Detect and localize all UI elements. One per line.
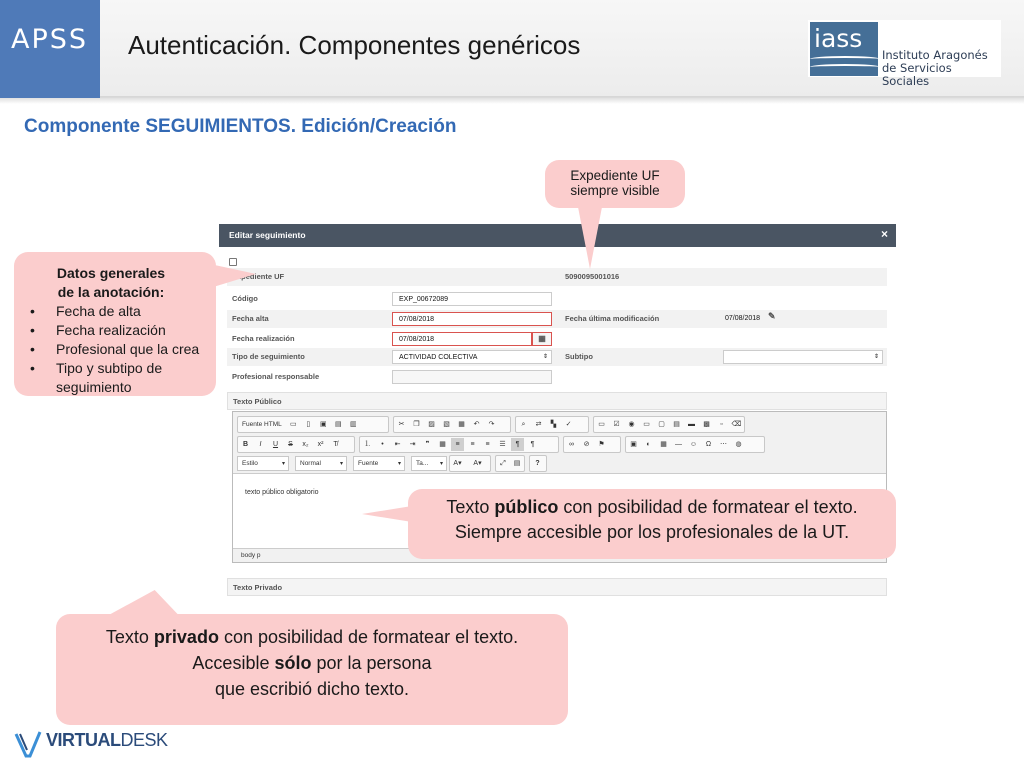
bold-icon[interactable]: B [242,441,249,448]
codigo-field[interactable]: EXP_00672089 [392,292,552,306]
callout-publico [408,489,896,559]
profesional-field[interactable] [392,370,552,384]
subscript-icon[interactable]: x₂ [302,441,309,448]
new-page-icon[interactable]: ▯ [306,421,311,428]
toolbar-group-basic [237,436,355,453]
flash-icon[interactable]: ◐ [646,441,651,448]
select-all-icon[interactable]: ▚ [550,421,557,428]
callout-privado-line2: Accesible sólo por la persona [192,653,432,673]
horizontal-rule-icon[interactable]: ― [675,441,682,448]
callout-expediente [545,160,685,208]
callout-privado-line3: que escribió dicho texto. [214,679,410,699]
align-center-icon[interactable]: ≡ [470,441,475,448]
editor-content[interactable]: texto público obligatorio [245,489,319,496]
form-icon[interactable]: ▭ [598,421,605,428]
callout-datos-title2: de la anotación: [57,284,165,300]
ltr-icon[interactable]: ¶ [511,438,524,451]
textfield-icon[interactable]: ▭ [643,421,650,428]
redo-icon[interactable]: ↷ [488,421,495,428]
iass-mark [810,22,878,76]
fecha-mod-value: 07/08/2018 [725,315,761,322]
iframe-icon[interactable]: ◍ [735,441,742,448]
clear-format-icon[interactable]: ⌫ [731,421,742,428]
callout-datos-tail [210,264,256,288]
callout-datos-item: • Fecha de alta [30,303,141,319]
numbered-list-icon[interactable]: ⒈ [364,441,371,448]
callout-expediente-line1: Expediente UF [570,168,660,183]
iass-logo-line1: Instituto Aragonés [882,48,988,62]
templates-icon[interactable]: ▥ [349,421,357,428]
unlink-icon[interactable]: ⊘ [583,441,590,448]
bg-color-icon[interactable]: A▾ [473,460,482,467]
toolbar-group-paragraph [359,436,559,453]
align-right-icon[interactable]: ≡ [485,441,490,448]
iass-logo-line2: de Servicios Sociales [882,61,952,88]
page-title: Autenticación. Componentes genéricos [128,30,581,60]
paste-text-icon[interactable]: ▧ [443,421,450,428]
size-combo[interactable] [411,456,447,471]
source-button[interactable]: Fuente HTML [242,421,282,428]
maximize-icon[interactable]: ⤢ [500,460,506,467]
help-icon[interactable]: ? [535,460,540,467]
callout-publico-line1: Texto público con posibilidad de formatear el texto. [446,497,858,517]
row-profesional [227,368,887,386]
editor-toolbar [233,412,886,474]
textarea-icon[interactable]: ▢ [658,421,665,428]
cut-icon[interactable]: ✂ [398,421,405,428]
toolbar-group-view [495,455,525,472]
paste-word-icon[interactable]: ▦ [458,421,465,428]
callout-publico-tail [362,506,412,522]
chevron-down-icon: ▾ [339,461,343,467]
fecha-mod-label: Fecha última modificación [565,314,660,323]
remove-format-icon[interactable]: T̸ [333,441,338,448]
toolbar-group-colors [449,455,491,472]
virtualdesk-mark-icon [14,730,42,758]
find-icon[interactable]: ⌕ [521,421,526,428]
link-icon[interactable]: ∞ [569,441,574,448]
fecha-alta-label: Fecha alta [232,314,269,323]
row-codigo [227,290,887,308]
blockquote-icon[interactable]: ❞ [425,441,430,448]
callout-datos-item-cont: seguimiento [56,379,132,395]
table-icon[interactable]: ▦ [660,441,667,448]
callout-datos-item: • Tipo y subtipo de [30,360,163,376]
style-combo[interactable] [237,456,289,471]
size-combo-value: Ta... [416,460,429,467]
page-break-icon[interactable]: ⋯ [720,441,727,448]
tipo-select-value: ACTIVIDAD COLECTIVA [399,354,478,361]
save-icon[interactable]: ▭ [289,421,297,428]
tipo-label: Tipo de seguimiento [232,352,305,361]
row-fecha-alta [227,310,887,328]
toolbar-group-find [515,416,589,433]
callout-datos [14,252,216,396]
callout-datos-item: • Profesional que la crea [30,341,200,357]
calendar-icon[interactable]: ▦ [532,332,552,346]
codigo-label: Código [232,294,258,303]
toolbar-group-document [237,416,389,433]
callout-datos-title1: Datos generales [56,265,166,281]
button-field-icon[interactable]: ▬ [688,421,695,428]
paste-icon[interactable]: ▨ [428,421,435,428]
radio-icon[interactable]: ◉ [628,421,635,428]
tipo-select[interactable] [392,350,552,364]
checkbox-icon[interactable]: ☑ [613,421,620,428]
expediente-label: Expediente UF [232,272,285,281]
hidden-field-icon[interactable]: ▫ [720,421,723,428]
print-icon[interactable]: ▤ [334,421,342,428]
smiley-icon[interactable]: ☺ [689,441,698,448]
toolbar-group-links [563,436,621,453]
format-combo[interactable] [295,456,347,471]
div-icon[interactable]: ▦ [439,441,446,448]
format-combo-value: Normal [300,460,321,467]
fecha-realizacion-label: Fecha realización [232,334,295,343]
bulleted-list-icon[interactable]: • [381,441,384,448]
dialog-title: Editar seguimiento [229,230,306,240]
spellcheck-icon[interactable]: ✓ [565,421,572,428]
toolbar-group-clipboard [393,416,511,433]
callout-privado [56,614,568,725]
apss-badge: APSS [0,0,100,98]
callout-expediente-line2: siempre visible [570,183,660,198]
font-combo-value: Fuente [358,460,379,467]
align-left-icon[interactable]: ≡ [451,438,464,451]
italic-icon[interactable]: I [259,441,262,448]
toolbar-group-insert [625,436,765,453]
strike-icon[interactable]: S [288,441,293,448]
profesional-label: Profesional responsable [232,372,320,381]
superscript-icon[interactable]: x² [317,441,324,448]
wave-decoration [810,64,878,70]
callout-publico-line2: Siempre accesible por los profesionales de la UT. [454,522,850,542]
subtipo-select[interactable] [723,350,883,364]
callout-expediente-tail [578,207,602,269]
indent-icon[interactable]: ⇥ [409,441,416,448]
row-fecha-realizacion [227,330,887,348]
pencil-icon[interactable]: ✎ [768,311,776,321]
expediente-value: 5090095001016 [565,272,620,281]
image-button-icon[interactable]: ▩ [703,421,710,428]
outdent-icon[interactable]: ⇤ [394,441,401,448]
texto-privado-header[interactable]: Texto Privado [227,578,887,596]
chevron-down-icon: ▾ [281,461,285,467]
text-color-icon[interactable]: A▾ [453,460,462,467]
fecha-realizacion-field[interactable]: 07/08/2018 [392,332,532,346]
iass-logo [808,20,1001,88]
section-subtitle: Componente SEGUIMIENTOS. Edición/Creación [24,116,457,137]
subtipo-label: Subtipo [565,352,593,361]
close-icon[interactable]: × [880,227,888,241]
chevron-down-icon: ▾ [439,461,443,467]
chevron-updown-icon: ⇕ [542,354,548,360]
toolbar-group-help [529,455,547,472]
undo-icon[interactable]: ↶ [473,421,480,428]
image-icon[interactable]: ▣ [630,441,637,448]
row-expediente [227,268,887,286]
virtualdesk-wordmark: VIRTUALDESK [46,730,168,750]
anchor-icon[interactable]: ⚑ [598,441,605,448]
chevron-down-icon: ▾ [397,461,401,467]
special-char-icon[interactable]: Ω [705,441,712,448]
style-combo-value: Estilo [242,460,258,467]
wave-decoration [810,56,878,62]
underline-icon[interactable]: U [272,441,279,448]
copy-icon[interactable]: ❐ [413,421,420,428]
font-combo[interactable] [353,456,405,471]
callout-privado-line1: Texto privado con posibilidad de formatear el texto. [105,627,519,647]
dialog-titlebar [219,224,896,247]
callout-datos-item: • Fecha realización [30,322,166,338]
show-blocks-icon[interactable]: ▤ [513,460,521,467]
header-shadow [0,96,1024,104]
chevron-updown-icon: ⇕ [873,354,879,360]
justify-icon[interactable]: ☰ [499,441,506,448]
texto-publico-header[interactable]: Texto Público [227,392,887,410]
iass-mark-text: iass [814,24,863,53]
rtl-icon[interactable]: ¶ [530,441,535,448]
iass-logo-text [882,49,1001,88]
toolbar-group-forms [593,416,745,433]
editor-status-path: body p [233,548,886,562]
preview-icon[interactable]: ▣ [319,421,327,428]
select-field-icon[interactable]: ▤ [673,421,680,428]
fecha-alta-field[interactable]: 07/08/2018 [392,312,552,326]
row-tipo [227,348,887,366]
replace-icon[interactable]: ⇄ [535,421,542,428]
